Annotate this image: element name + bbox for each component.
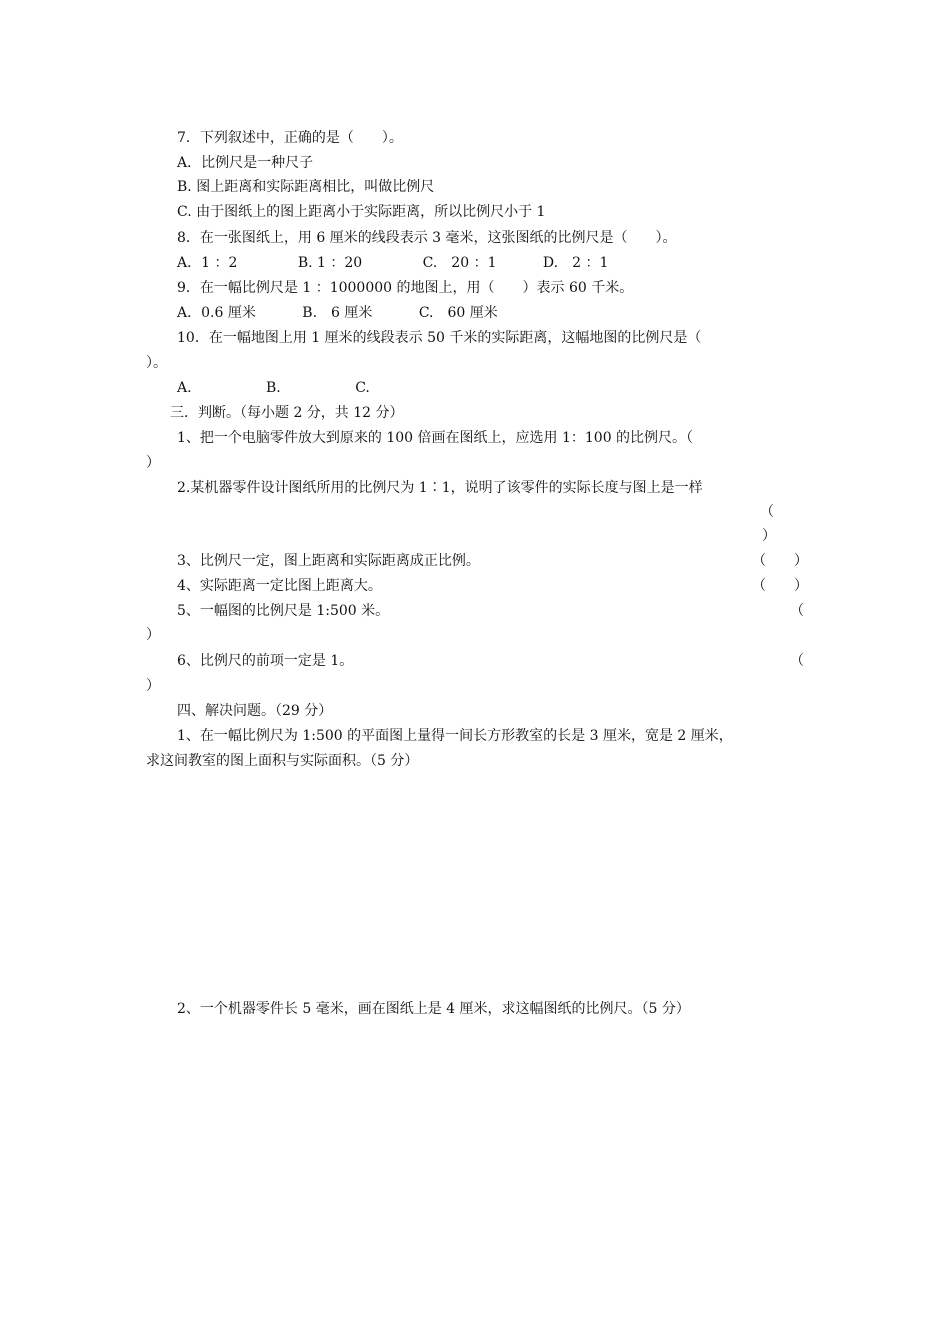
problem2: 2、一个机器零件长 5 毫米，画在图纸上是 4 厘米，求这幅图纸的比例尺。（5 分）: [177, 1001, 690, 1017]
judge2-line1: 2.某机器零件设计图纸所用的比例尺为 1∶1，说明了该零件的实际长度与图上是一样: [177, 480, 703, 496]
judge1-line2: ）: [146, 455, 160, 471]
judge3-paren: （ ）: [752, 553, 808, 569]
judge5: 5、一幅图的比例尺是 1:500 米。: [177, 603, 390, 619]
q7-option-a: A．比例尺是一种尺子: [177, 155, 314, 171]
judge2-paren-close: ）: [762, 528, 776, 544]
q9-stem: 9．在一幅比例尺是 1 ：1000000 的地图上，用（ ）表示 60 千米。: [177, 280, 634, 296]
section4-title: 四、解决问题。（29 分）: [177, 703, 333, 719]
judge5-paren-open: （: [790, 603, 804, 619]
judge1-line1: 1、把一个电脑零件放大到原来的 100 倍画在图纸上，应选用 1：100 的比例尺。（: [177, 430, 694, 446]
judge6-paren-close: ）: [146, 678, 160, 694]
q9-options: A．0.6 厘米 B. 6 厘米 C. 60 厘米: [177, 305, 498, 321]
judge4: 4、实际距离一定比图上距离大。: [177, 578, 382, 594]
q10-stem-line1: 10．在一幅地图上用 1 厘米的线段表示 50 千米的实际距离，这幅地图的比例尺是（: [177, 330, 702, 346]
judge3: 3、比例尺一定，图上距离和实际距离成正比例。: [177, 553, 480, 569]
problem1-line1: 1、在一幅比例尺为 1:500 的平面图上量得一间长方形教室的长是 3 厘米，宽是 2 厘米，: [177, 728, 733, 744]
q8-options: A．1 ：2 B. 1 ：20 C. 20 ：1 D. 2 ：1: [177, 255, 609, 271]
q10-options: A. B. C.: [177, 380, 370, 396]
judge6: 6、比例尺的前项一定是 1。: [177, 653, 354, 669]
judge2-paren-open: （: [760, 504, 774, 520]
q7-stem: 7．下列叙述中，正确的是（ ）。: [177, 130, 403, 146]
q7-option-b: B. 图上距离和实际距离相比，叫做比例尺: [177, 179, 435, 195]
q8-stem: 8．在一张图纸上，用 6 厘米的线段表示 3 毫米，这张图纸的比例尺是（ ）。: [177, 230, 677, 246]
q10-stem-line2: ）。: [146, 355, 167, 371]
q7-option-c: C. 由于图纸上的图上距离小于实际距离，所以比例尺小于 1: [177, 204, 546, 220]
judge5-paren-close: ）: [146, 627, 160, 643]
judge4-paren: （ ）: [752, 578, 808, 594]
section3-title: 三．判断。（每小题 2 分，共 12 分）: [170, 405, 404, 421]
judge6-paren-open: （: [790, 653, 804, 669]
problem1-line2: 求这间教室的图上面积与实际面积。（5 分）: [146, 753, 419, 769]
